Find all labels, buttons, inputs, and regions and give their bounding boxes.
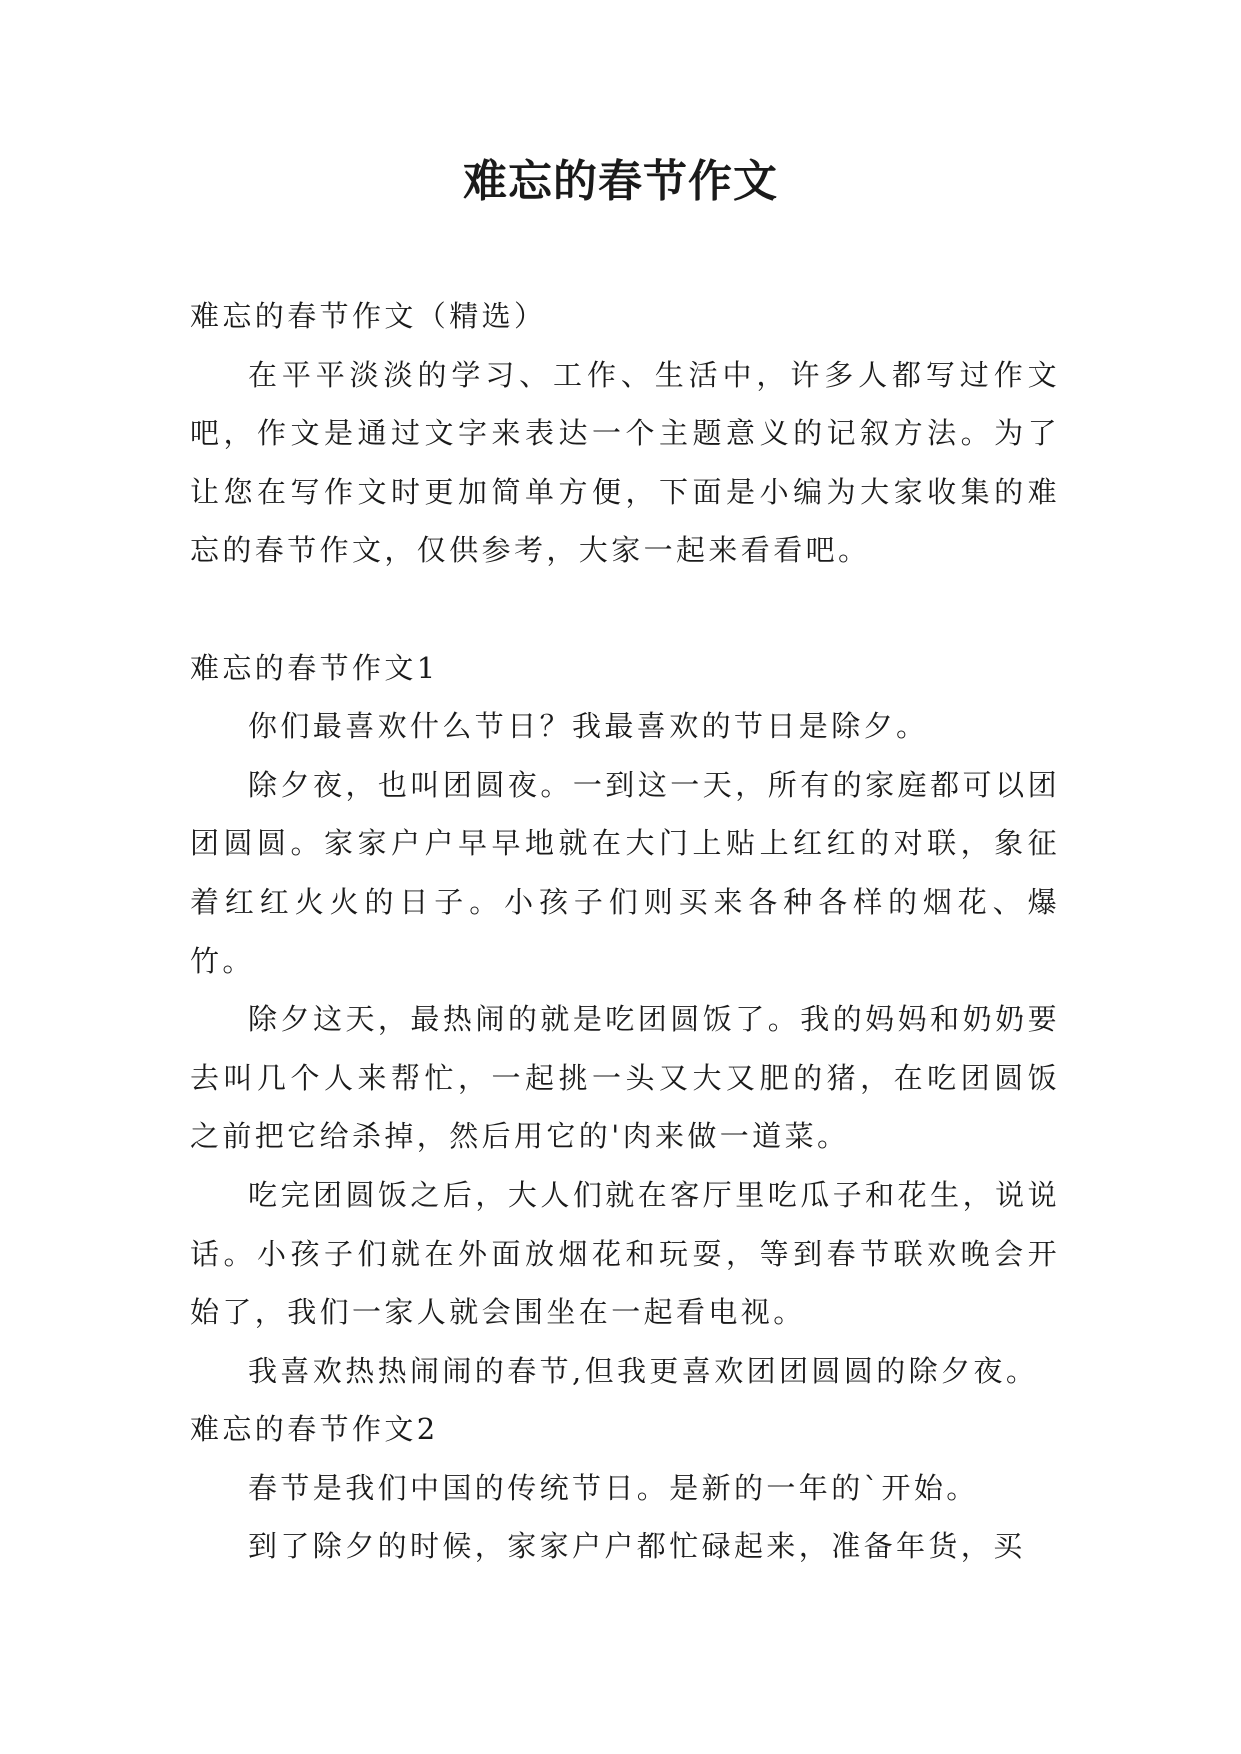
document-title: 难忘的春节作文 [463,156,778,207]
essay-2-paragraph: 春节是我们中国的传统节日。是新的一年的`开始。 [248,1470,979,1505]
essay-1-paragraph: 吃完团圆饭之后，大人们就在客厅里吃瓜子和花生，说说话。小孩子们就在外面放烟花和玩耍，等到春节联欢晚会开始了，我们一家人就会围坐在一起看电视。 [190,1177,1060,1330]
document-body [190,287,1060,1576]
intro-paragraph: 在平平淡淡的学习、工作、生活中，许多人都写过作文吧，作文是通过文字来表达一个主题意义的记叙方法。为了让您在写作文时更加简单方便，下面是小编为大家收集的难忘的春节作文，仅供参考，大家一起来看看吧。 [190,357,1060,568]
essay-2-heading: 难忘的春节作文2 [190,1412,439,1447]
essay-1-heading: 难忘的春节作文1 [190,650,439,685]
essay-1-paragraph: 你们最喜欢什么节日？我最喜欢的节日是除夕。 [248,709,929,744]
section-spacer [190,580,1060,639]
essay-1-paragraph: 我喜欢热热闹闹的春节,但我更喜欢团团圆圆的除夕夜。 [248,1353,1039,1388]
essay-2-paragraph: 到了除夕的时候，家家户户都忙碌起来，准备年货，买 [248,1529,1026,1564]
essay-1-paragraph: 除夕这天，最热闹的就是吃团圆饭了。我的妈妈和奶奶要去叫几个人来帮忙，一起挑一头又大又肥的猪，在吃团圆饭之前把它给杀掉，然后用它的'肉来做一道菜。 [190,1002,1060,1154]
essay-1-paragraph: 除夕夜，也叫团圆夜。一到这一天，所有的家庭都可以团团圆圆。家家户户早早地就在大门上贴上红红的对联，象征着红红火火的日子。小孩子们则买来各种各样的烟花、爆竹。 [190,767,1060,978]
subtitle: 难忘的春节作文（精选） [190,299,547,333]
